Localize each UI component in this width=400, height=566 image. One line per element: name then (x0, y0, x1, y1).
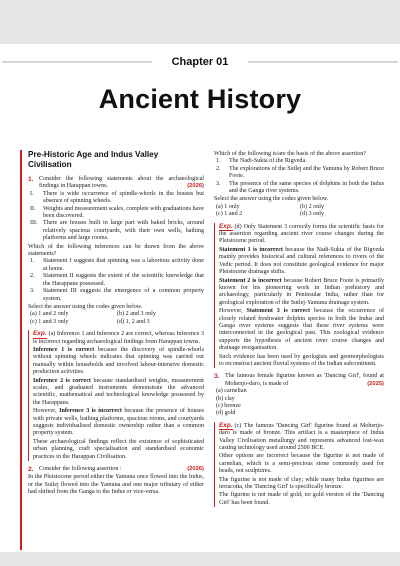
basis-item: 2. The explorations of the Sutlej and the Yamuna by Robert Bruce Foote. (216, 165, 384, 180)
option: (c) bronze (216, 403, 241, 409)
exp-tag: Exp. (33, 330, 47, 338)
options (214, 204, 384, 219)
right-column (214, 150, 384, 507)
left-column (20, 150, 204, 550)
statement: II. Weights and measurement scales, complete with graduations have been discovered. (30, 205, 204, 220)
question-1 (28, 176, 204, 191)
statement: I. There is wide occurrence of spindle-whorls in the houses but absence of spinning wheels. (30, 190, 204, 205)
explanation: Exp. (d) Only Statement 3 correctly forms the scientific basis for the assertion regarding ancient river course changes during the Pleistocene period. Statement 1 is incorrect because the Nadi-Sukta of the Rigveda mainly provides historical and cultural references to rivers of the Vedic period. It does not constitute geological evidence for major Pleistocene drainage shifts. Statement 2 is incorrect because Robert Bruce Foote is primarily known for his pioneering work in Indian prehistory and archaeology, particularly in Peninsular India, rather than for geological exploration of the Sutlej-Yamuna drainage system. However, Statement 3 is correct because the occurrence of closely related freshwater dolphin species in both the Indus and Ganga river systems suggests that these river systems were interconnected in the geological past. This zoological evidence supports the hypothesis of ancient river course changes and drainage reorganisation. Such evidence has been used by geologists and geomorphologists to reconstruct ancient fluvial systems of the Indian subcontinent. (214, 223, 384, 369)
select-instruction: Select the answer using the codes given below. (214, 196, 329, 203)
inference: 1. Statement I suggests that spinning was a laborious activity done at home. (30, 258, 204, 272)
basis-prompt: Which of the following is/are the basis of the above assertion? (214, 151, 366, 157)
question-number: 3. (214, 373, 220, 381)
footer-band (0, 552, 400, 566)
year-badge: (2026) (187, 466, 204, 473)
option: (b) clay (216, 395, 235, 402)
question-2 (28, 466, 204, 473)
option: (d) gold (216, 410, 236, 417)
exp-tag: Exp. (219, 421, 233, 429)
statement: III. There are houses built in large part with baked bricks, around relatively spacious courtyards, with their own wells, bathing platforms and large rooms. (30, 220, 204, 242)
question-3 (214, 373, 384, 388)
explanation: Exp. (a) Inference 1 and Inference 2 are correct, whereas Inference 3 is incorrect regarding archaeological findings from Harappan towns. Inference 1 is correct because the discovery of spindle-whorls without spinning wheels indicates that spinning was carried out manually within households and involved labour-intensive domestic production activities. Inference 2 is correct because standardised weights, measurement scales, and graduated instruments demonstrate the advanced scientific, mathematical and technological knowledge possessed by the Harappans. However, Inference 3 is incorrect because the presence of houses with private wells, bathing platforms, spacious rooms, and courtyards suggests individualised domestic ownership rather than a common property system. These archaeological findings reflect the existence of sophisticated urban planning, craft specialisation and standardised economic practices in the Harappan Civilisation. (28, 330, 204, 461)
basis-item: 3. The presence of the same species of dolphins in both the Indus and the Ganga river systems. (216, 180, 384, 195)
exp-tag: Exp. (219, 222, 233, 230)
page-title: Ancient History (98, 84, 302, 114)
inference-prompt: Which of the following inferences can be drawn from the above statements? (28, 243, 204, 258)
basis-item: 1. The Nadi-Sukta of the Rigveda. (216, 158, 307, 165)
option: (d) 1, 2 and 3 (117, 318, 150, 325)
question-number: 1. (28, 176, 34, 183)
section-heading: Pre-Historic Age and Indus Valley Civilisation (28, 150, 159, 169)
explanation: Exp. (c) The famous 'Dancing Girl' figurine found at Mohenjo-daro is made of bronze. This artifact is a masterpiece of Indus Valley Civilisation metallurgy and represents advanced lost-wax casting technology used around 2500 BCE. Other options are incorrect because the figurine is not made of carnelian, which is a semi-precious stone commonly used for beads, not sculptures. The figurine is not made of clay; while many Indus figurines are terracotta, the 'Dancing Girl' is specifically bronze. The figurine is not made of gold; no gold version of the 'Dancing Girl' has been found. (214, 422, 384, 507)
question-number: 2. (28, 466, 34, 474)
assertion: In the Pleistocene period either the Yamuna once flowed into the Indus, or the Sutlej flowed into the Yamuna and one major tributary of either had shifted from the Ganga to the Indus or vice-versa. (28, 474, 204, 496)
option: (c) 1 and 3 only (30, 318, 69, 325)
inference: 2. Statement II suggests the extent of the scientific knowledge that the Harappans possessed. (30, 273, 204, 287)
inference: 3. Statement III suggests the emergence of a common property system. (30, 288, 204, 302)
year-badge: (2026) (187, 183, 204, 190)
option: (a) carnelian (216, 388, 247, 395)
options (28, 311, 204, 326)
year-badge: (2025) (367, 380, 384, 387)
option: (a) 1 and 2 only (30, 311, 69, 318)
option: (c) 1 and 2 (216, 211, 243, 218)
options (214, 388, 384, 418)
select-instruction: Select the answer using the codes given below. (28, 303, 143, 310)
option: (a) 1 only (216, 203, 240, 210)
question-text: Consider the following statements about the archaeological findings in Harappan towns. (39, 176, 204, 190)
option: (b) 2 only (300, 203, 325, 210)
chapter-label: Chapter 01 (152, 52, 248, 72)
header-band (0, 0, 400, 44)
question-text: The famous female figurine known as 'Dancing Girl', found at Mohenjo-daro, is made of (225, 373, 384, 387)
option: (d) 3 only (300, 211, 325, 218)
question-text: Consider the following assertion : (39, 466, 122, 473)
option: (b) 2 and 3 only (117, 311, 156, 318)
